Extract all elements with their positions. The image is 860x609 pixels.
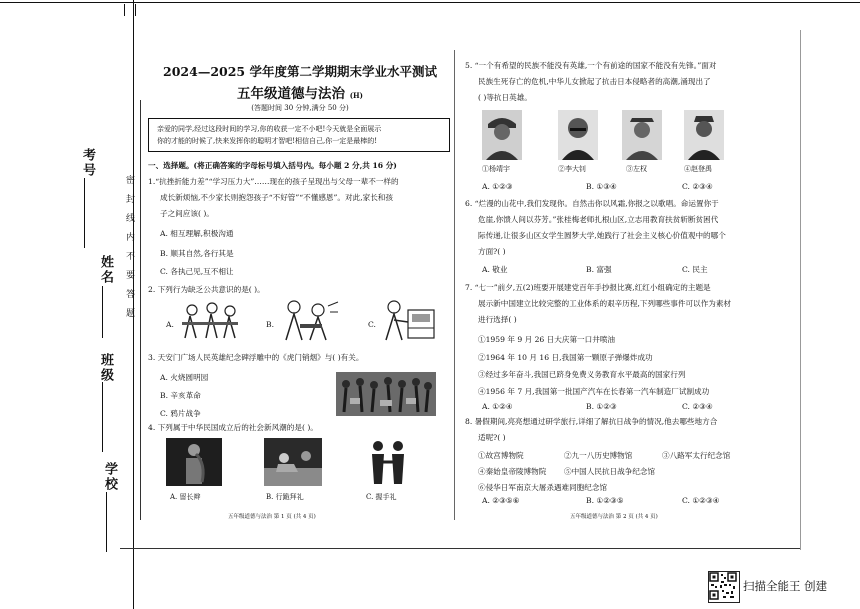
q7-option-b: B. ①②③ — [586, 402, 617, 411]
q8-item-5: ⑤中国人民抗日战争纪念馆 — [564, 467, 656, 476]
exam-subject — [155, 82, 445, 102]
q1-option-a: A. 相互理解,积极沟通 — [160, 229, 234, 238]
q1-option-b: B. 顺其自然,各行其是 — [160, 249, 234, 258]
q8-option-a: A. ②③⑤⑥ — [482, 496, 520, 505]
q5-portrait-caption-1: ①杨靖宇 — [482, 165, 510, 173]
page-1-footer: 五年级道德与法治 第 1 页 (共 4 页) — [228, 514, 316, 520]
q2-stem: 2. 下列行为缺乏公共意识的是( )。 — [148, 285, 265, 294]
q7-item-1: ①1959 年 9 月 26 日大庆第一口井喷油 — [478, 335, 616, 344]
q6-line-4: 方面?( ) — [478, 247, 506, 256]
q4-image-c — [364, 438, 412, 486]
q6-line-1: 6. “烂漫的山花中,我们发现你。自然击你以风霜,你报之以歌唱。命运置你于 — [465, 199, 719, 208]
q8-option-c: C. ①②③④ — [682, 496, 720, 505]
portrait-li-dazhao — [558, 110, 598, 160]
q1-line-3: 子之间应该( )。 — [160, 209, 214, 218]
q4-option-a: A. 留长辫 — [170, 493, 201, 501]
seal-notice-text: 密封线内不要答题 — [124, 175, 134, 327]
q7-line-3: 进行选择( ) — [478, 315, 517, 324]
q7-option-c: C. ②③④ — [682, 402, 713, 411]
notice-line-2: 你的才能的时候了,快来发挥你的聪明才智吧!相信自己,你一定是最棒的! — [157, 137, 378, 145]
q7-line-2: 展示新中国建立比较完整的工业体系的艰辛历程,下列哪些事件可以作为素材 — [478, 299, 732, 308]
q1-line-1: 1.“抗挫折能力差”“学习压力大”……现在的孩子呈现出与父母一辈不一样的 — [148, 177, 399, 186]
q8-item-2: ②九一八历史博物馆 — [564, 451, 633, 460]
q8-item-1: ①故宫博物院 — [478, 451, 524, 460]
q2-option-a: A. — [166, 320, 174, 329]
q7-item-2: ②1964 年 10 月 16 日,我国第一颗原子弹爆炸成功 — [478, 353, 653, 362]
q5-line-2: 民族生死存亡的危机,中华儿女掀起了抗击日本侵略者的高潮,涌现出了 — [478, 77, 711, 86]
q3-option-b: B. 辛亥革命 — [160, 391, 201, 400]
q8-option-b: B. ①②③⑤ — [586, 496, 624, 505]
school-label: 学校 — [102, 462, 117, 492]
portrait-yang-jingyu — [482, 110, 522, 160]
q4-image-b — [264, 438, 322, 486]
q7-item-4: ④1956 年 7 月,我国第一批国产汽车在长春第一汽车制造厂试制成功 — [478, 387, 710, 396]
school-field[interactable] — [106, 492, 107, 552]
portrait-zuo-quan — [622, 110, 662, 160]
time-note: (答题时间 30 分钟,满分 50 分) — [251, 104, 349, 112]
q4-image-a — [166, 438, 222, 486]
q8-line-2: 适呢?( ) — [478, 433, 506, 442]
q7-item-3: ③经过多年奋斗,我国已跻身免费义务教育水平最高的国家行列 — [478, 370, 686, 379]
q5-line-1: 5. “一个有希望的民族不能没有英雄,一个有前途的国家不能没有先锋。”面对 — [465, 61, 717, 70]
q6-option-b: B. 富强 — [586, 265, 612, 274]
q8-item-4: ④秦始皇帝陵博物院 — [478, 467, 547, 476]
q1-line-2: 成长新烦恼,不少家长则抱怨孩子“不好管”“不懂感恩”。对此,家长和孩 — [160, 193, 393, 202]
q2-option-b: B. — [266, 320, 274, 329]
page-2-footer: 五年级道德与法治 第 2 页 (共 4 页) — [570, 514, 658, 520]
q5-option-b: B. ①③④ — [586, 182, 617, 191]
q5-line-3: ( )等抗日英雄。 — [478, 93, 532, 102]
q3-option-c: C. 鸦片战争 — [160, 409, 201, 418]
q6-line-3: 际传递,让很多山区女学生圆梦大学,她践行了社会主义核心价值观中的哪个 — [478, 231, 726, 240]
class-field[interactable] — [102, 382, 103, 452]
q7-option-a: A. ①②④ — [482, 402, 513, 411]
q5-option-c: C. ②③④ — [682, 182, 713, 191]
section1-heading: 一、选择题。(将正确答案的字母标号填入括号内。每小题 2 分,共 16 分) — [148, 161, 397, 170]
q5-portrait-caption-2: ②李大钊 — [558, 165, 586, 173]
q6-option-c: C. 民主 — [682, 265, 708, 274]
relief-sculpture-image — [336, 372, 436, 416]
q6-option-a: A. 敬业 — [482, 265, 508, 274]
q8-item-6: ⑥侵华日军南京大屠杀遇难同胞纪念馆 — [478, 483, 608, 492]
exam-number-label: 考号 — [80, 148, 95, 178]
qr-code-icon — [708, 571, 740, 603]
q2-option-c: C. — [368, 320, 376, 329]
q4-stem: 4. 下列属于中华民国成立后的社会新风潮的是( )。 — [148, 423, 318, 432]
q5-portrait-caption-3: ③左权 — [626, 165, 647, 173]
q3-stem: 3. 天安门广场人民英雄纪念碑浮雕中的《虎门销烟》与( )有关。 — [148, 353, 364, 362]
q8-line-1: 8. 暑假期间,亮亮想通过研学旅行,详细了解抗日战争的情况,他去哪些地方合 — [465, 417, 718, 426]
subject-text: 五年级道德与法治 — [237, 86, 346, 102]
page-bottom-edge — [120, 548, 800, 549]
class-label: 班级 — [98, 353, 113, 383]
q2-image-c — [380, 298, 438, 342]
q7-line-1: 7. “七一”前夕,五(2)班要开展建党百年手抄报比赛,红红小组确定的主题是 — [465, 283, 711, 292]
exam-number-field[interactable] — [84, 178, 85, 248]
seal-line — [140, 100, 141, 520]
top-edge-line — [0, 2, 860, 3]
q4-option-c: C. 握手礼 — [366, 493, 397, 501]
q6-line-2: 危崖,你馈人间以芬芳。”张桂梅老师扎根山区,立志用教育扶贫斩断贫困代 — [478, 215, 719, 224]
q2-image-b — [280, 298, 340, 342]
scanner-watermark: 扫描全能王 创建 — [743, 579, 828, 593]
exam-title: 2024—2025 学年度第二学期期末学业水平测试 — [163, 64, 437, 79]
q2-image-a — [180, 300, 240, 340]
q8-item-3: ③八路军太行纪念馆 — [662, 451, 731, 460]
corner-mark — [124, 4, 136, 16]
page-right-edge — [800, 30, 801, 550]
q5-option-a: A. ①②③ — [482, 182, 513, 191]
notice-banner — [148, 118, 450, 152]
portrait-zhao-dengyu — [684, 110, 724, 160]
q5-portrait-caption-4: ④赵登禹 — [684, 165, 712, 173]
edition-mark: (H) — [349, 91, 363, 100]
name-field[interactable] — [102, 286, 103, 338]
column-divider — [454, 50, 455, 520]
notice-line-1: 亲爱的同学,经过这段时间的学习,你的收获一定不小吧!今天就是全面展示 — [157, 125, 382, 133]
q3-option-a: A. 火烧圆明园 — [160, 373, 209, 382]
q1-option-c: C. 各执己见,互不相让 — [160, 267, 234, 276]
name-label: 姓名 — [98, 255, 113, 285]
q4-option-b: B. 行跪拜礼 — [266, 493, 304, 501]
